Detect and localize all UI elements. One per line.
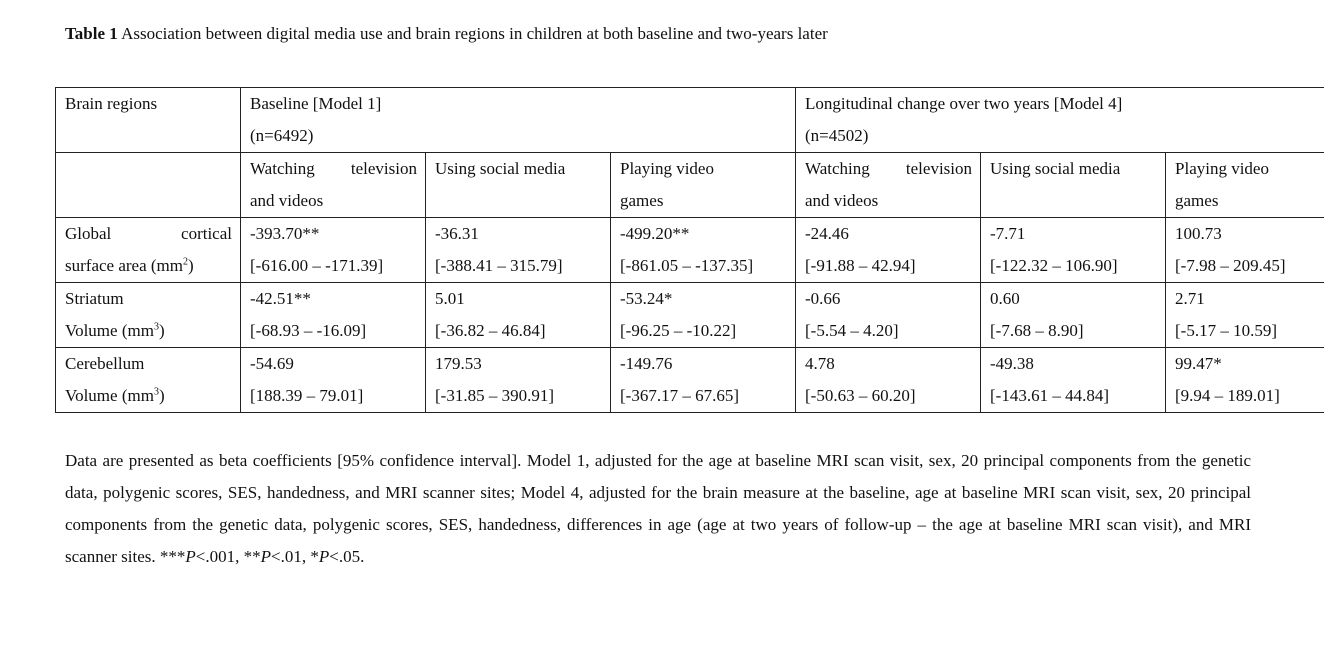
table-cell: 0.60 [-7.68 – 8.90] xyxy=(981,283,1166,348)
subheader-baseline-tv: Watching television and videos xyxy=(241,153,426,218)
table-cell: -7.71 [-122.32 – 106.90] xyxy=(981,218,1166,283)
table-row xyxy=(56,348,1324,413)
table-cell: -24.46 [-91.88 – 42.94] xyxy=(796,218,981,283)
table-row xyxy=(56,218,1324,283)
row-label-global-cortical: Global cortical surface area $(mm^2)$ xyxy=(56,218,241,283)
table-row xyxy=(56,283,1324,348)
subheader-baseline-games: Playing video games xyxy=(611,153,796,218)
table-cell: -36.31 [-388.41 – 315.79] xyxy=(426,218,611,283)
subheader-long-social: Using social media xyxy=(981,153,1166,218)
table-cell: 99.47* [9.94 – 189.01] xyxy=(1166,348,1324,413)
subheader-empty xyxy=(56,153,241,218)
subheader-long-tv: Watching television and videos xyxy=(796,153,981,218)
subheader-long-games: Playing video games xyxy=(1166,153,1324,218)
table-caption-text: Association between digital media use and brain regions in children at both baseline and two-years later xyxy=(121,24,828,43)
baseline-title: Baseline [Model 1] xyxy=(250,94,382,113)
subheader-row xyxy=(56,153,1324,218)
longitudinal-n: (n=4502) xyxy=(805,126,869,145)
table-footnote: Data are presented as beta coefficients [95% confidence interval]. Model 1, adjusted for the age at baseline MRI scan visit, sex, 20 principal components from the genetic data, polygenic scores, SES, handedness, and MRI scanner sites; Model 4, adjusted for the brain measure at the baseline, age at baseline MRI scan visit, sex, 20 principal components from the genetic data, polygenic scores, SES, handedness, differences in age (age at two years of follow-up – the age at baseline MRI scan visit), and MRI scanner sites. ***P<.001, **P<.01, *P<.05. xyxy=(65,451,1251,566)
table-cell: -499.20** [-861.05 – -137.35] xyxy=(611,218,796,283)
table-cell: 4.78 [-50.63 – 60.20] xyxy=(796,348,981,413)
header-longitudinal xyxy=(796,88,1324,153)
table-cell: 5.01 [-36.82 – 46.84] xyxy=(426,283,611,348)
baseline-n: (n=6492) xyxy=(250,126,314,145)
table-cell: -42.51** [-68.93 – -16.09] xyxy=(241,283,426,348)
header-row xyxy=(56,88,1324,153)
table-cell: -49.38 [-143.61 – 44.84] xyxy=(981,348,1166,413)
row-label-striatum: Striatum Volume $(mm^3)$ xyxy=(56,283,241,348)
header-baseline xyxy=(241,88,796,153)
table-cell: 100.73 [-7.98 – 209.45] xyxy=(1166,218,1324,283)
table-caption-label: Table 1 xyxy=(65,24,118,43)
table-cell: 2.71 [-5.17 – 10.59] xyxy=(1166,283,1324,348)
longitudinal-title: Longitudinal change over two years [Model 4] xyxy=(805,94,1123,113)
table-cell: -393.70** [-616.00 – -171.39] xyxy=(241,218,426,283)
table-cell: -53.24* [-96.25 – -10.22] xyxy=(611,283,796,348)
subheader-baseline-social: Using social media xyxy=(426,153,611,218)
table-cell: 179.53 [-31.85 – 390.91] xyxy=(426,348,611,413)
row-label-cerebellum: Cerebellum Volume $(mm^3)$ xyxy=(56,348,241,413)
table-cell: -0.66 [-5.54 – 4.20] xyxy=(796,283,981,348)
table-cell: -149.76 [-367.17 – 67.65] xyxy=(611,348,796,413)
table-cell: -54.69 [188.39 – 79.01] xyxy=(241,348,426,413)
header-brain-regions: Brain regions xyxy=(56,88,241,153)
results-table xyxy=(55,87,1324,413)
table-caption xyxy=(65,24,828,44)
